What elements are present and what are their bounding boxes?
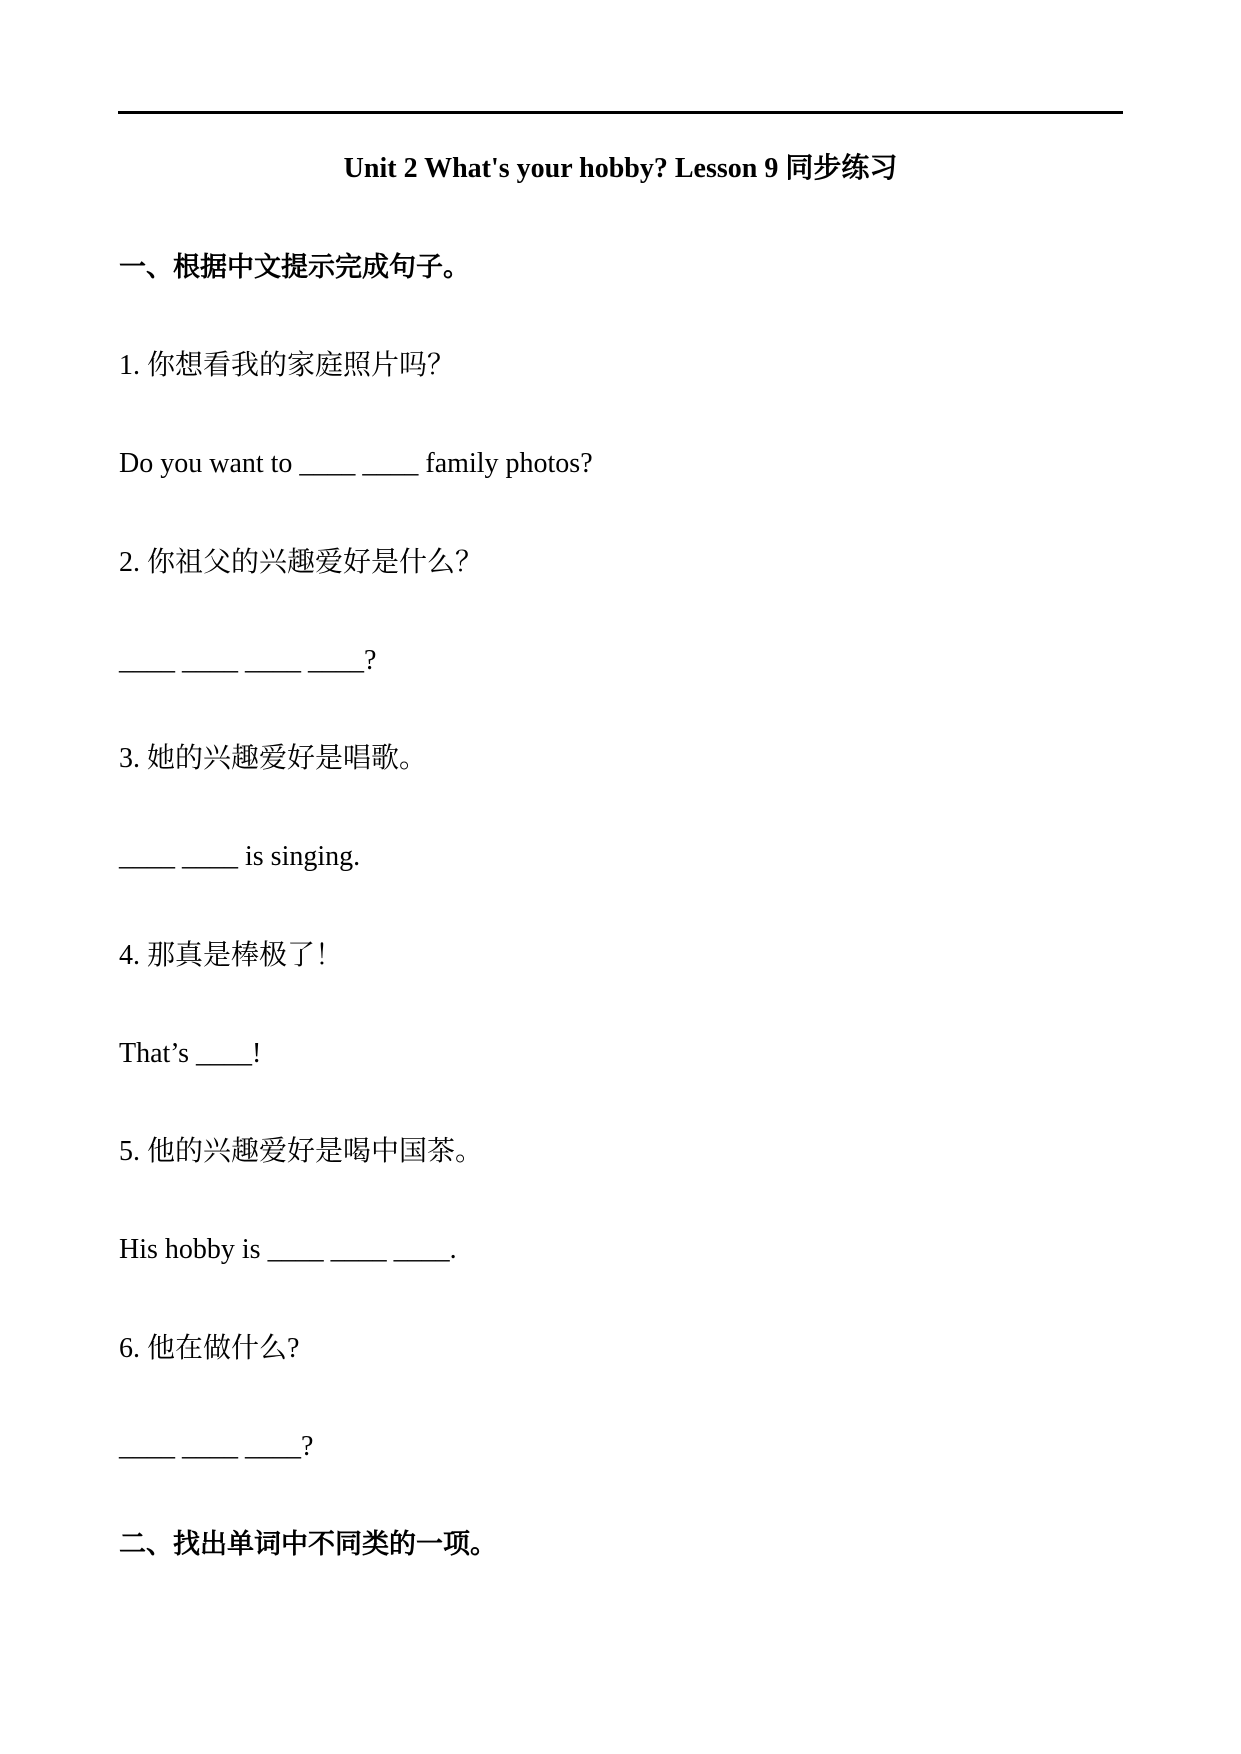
document-title: Unit 2 What's your hobby? Lesson 9 同步练习 bbox=[343, 153, 898, 184]
question-1-chinese: 1. 你想看我的家庭照片吗？ bbox=[119, 350, 456, 381]
question-2-chinese: 2. 你祖父的兴趣爱好是什么？ bbox=[119, 547, 484, 578]
question-2-english: ____ ____ ____ ____? bbox=[119, 645, 377, 676]
question-5-chinese: 5. 他的兴趣爱好是喝中国茶。 bbox=[119, 1136, 484, 1167]
header-rule bbox=[118, 111, 1123, 114]
question-3-chinese: 3. 她的兴趣爱好是唱歌。 bbox=[119, 743, 428, 774]
question-6-english: ____ ____ ____? bbox=[119, 1431, 314, 1462]
question-6-chinese: 6. 他在做什么? bbox=[119, 1333, 300, 1364]
section-2-heading: 二、找出单词中不同类的一项。 bbox=[119, 1529, 497, 1560]
question-3-english: ____ ____ is singing. bbox=[119, 841, 361, 872]
question-4-english: That’s ____! bbox=[119, 1038, 262, 1069]
section-1-heading: 一、根据中文提示完成句子。 bbox=[119, 252, 470, 283]
question-4-chinese: 4. 那真是棒极了！ bbox=[119, 940, 344, 971]
question-1-english: Do you want to ____ ____ family photos? bbox=[119, 448, 593, 479]
question-5-english: His hobby is ____ ____ ____. bbox=[119, 1234, 457, 1265]
